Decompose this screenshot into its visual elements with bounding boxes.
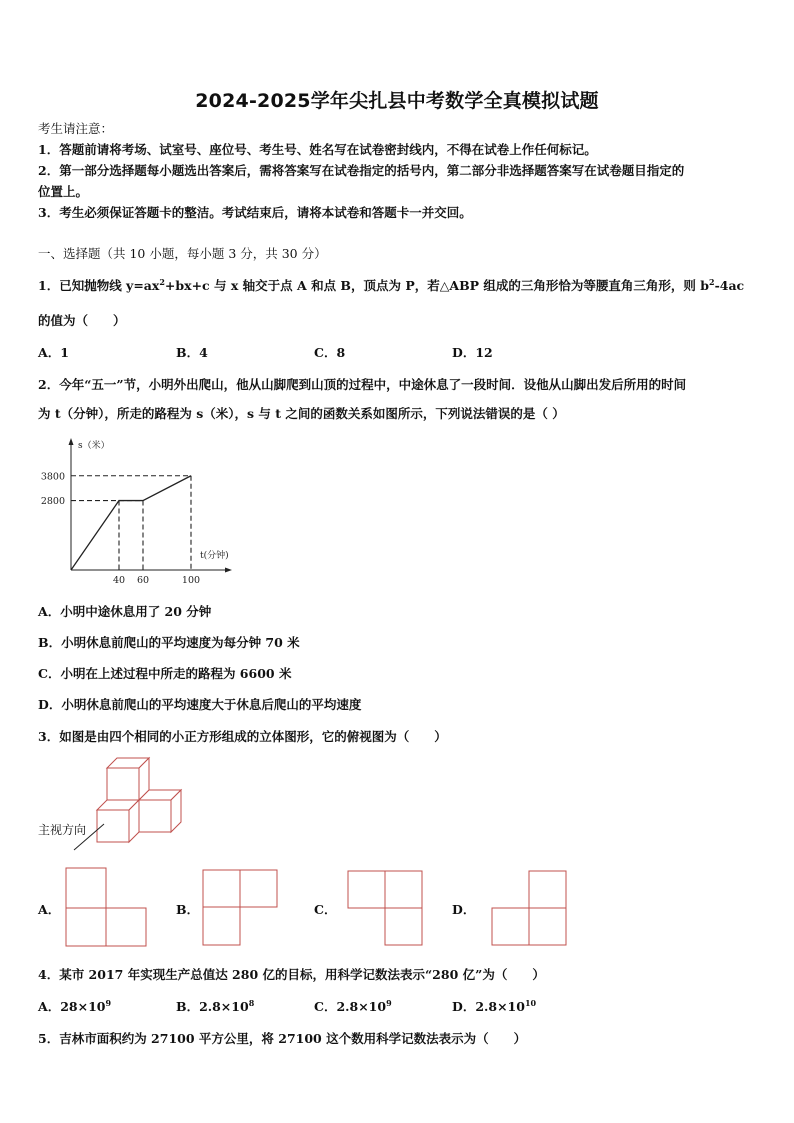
q4-option-a: A．$28\times 10^9$ [38, 997, 112, 1014]
question-3-text: 3．如图是由四个相同的小正方形组成的立体图形，它的俯视图为（ ） [38, 729, 447, 744]
y-tick-label-3800: 3800 [40, 471, 65, 483]
q1-option-c: C．8 [314, 345, 346, 360]
q3-option-c-label: C． [314, 902, 337, 917]
question-2-line-1: 2．今年“五一”节，小明外出爬山，他从山脚爬到山顶的过程中，中途休息了一段时间．设他从山脚出发后所用的时间 [38, 377, 687, 392]
series-line [71, 476, 191, 570]
question-4-text: 4．某市 2017 年实现生产总值达 280 亿的目标，用科学记数法表示“280 亿”为（ ） [38, 967, 545, 982]
q2-option-a: A．小明中途休息用了 20 分钟 [38, 604, 212, 619]
q4-option-b: B．$2.8\times 10^8$ [176, 997, 255, 1014]
q2-option-d: D．小明休息前爬山的平均速度大于休息后爬山的平均速度 [38, 697, 362, 712]
q3-option-a-label: A． [38, 902, 61, 917]
q3-option-b-figure [201, 868, 281, 948]
q3-option-a-figure [64, 866, 148, 950]
distance-time-chart [30, 430, 245, 590]
notice-item-3: 3．考生必须保证答题卡的整洁。考试结束后，请将本试卷和答题卡一并交回。 [38, 205, 472, 220]
x-tick-label-40: 40 [112, 575, 126, 586]
section-title: 一、选择题（共 10 小题，每小题 3 分，共 30 分） [38, 246, 327, 261]
q1-option-a: A．1 [38, 345, 69, 360]
y-axis-arrow [69, 438, 74, 445]
right-cube-front-face [139, 800, 171, 832]
page-title: 2024-2025学年尖扎县中考数学全真模拟试题 [195, 90, 599, 112]
x-axis-label: t(分钟) [200, 551, 229, 561]
notice-heading: 考生请注意： [38, 121, 114, 136]
top-cube-front-face [107, 768, 139, 800]
notice-item-2-cont: 位置上。 [38, 184, 89, 199]
view-direction-label: 主视方向 [38, 823, 87, 837]
question-2-line-2: 为 t（分钟），所走的路程为 s（米），s 与 t 之间的函数关系如图所示，下列说法错误的是（ ） [38, 406, 565, 421]
question-5-text: 5．吉林市面积约为 27100 平方公里，将 27100 这个数用科学记数法表示为（ ） [38, 1031, 527, 1046]
q1-option-b: B．4 [176, 345, 208, 360]
question-1-line-1: 1．已知抛物线 $y=ax^2+bx+c$ 与 x 轴交于点 A 和点 B，顶点为 P，若△ABP 组成的三角形恰为等腰直角三角形，则 $b^2-4ac$ [38, 276, 745, 293]
q3-option-c-figure [346, 869, 426, 949]
q4-option-d: D．$2.8\times 10^{10}$ [452, 997, 537, 1014]
q1-option-d: D．12 [452, 345, 493, 360]
y-tick-label-2800: 2800 [40, 496, 65, 508]
q3-option-d-label: D． [452, 902, 476, 917]
x-axis-arrow [225, 568, 232, 573]
q2-option-b: B．小明休息前爬山的平均速度为每分钟 70 米 [38, 635, 300, 650]
x-tick-label-60: 60 [136, 575, 150, 586]
question-1-line-2: 的值为（ ） [38, 313, 126, 328]
notice-item-1: 1．答题前请将考场、试室号、座位号、考生号、姓名写在试卷密封线内，不得在试卷上作任何标记。 [38, 142, 597, 157]
q4-option-c: C．$2.8\times 10^9$ [314, 997, 392, 1014]
q2-option-c: C．小明在上述过程中所走的路程为 6600 米 [38, 666, 292, 681]
notice-item-2: 2．第一部分选择题每小题选出答案后，需将答案写在试卷指定的括号内，第二部分非选择题答案写在试卷题目指定的 [38, 163, 685, 178]
q3-option-b-label: B． [176, 902, 200, 917]
y-axis-label: s（米） [78, 441, 110, 451]
q3-option-d-figure [490, 869, 570, 949]
x-tick-label-100: 100 [181, 575, 201, 586]
